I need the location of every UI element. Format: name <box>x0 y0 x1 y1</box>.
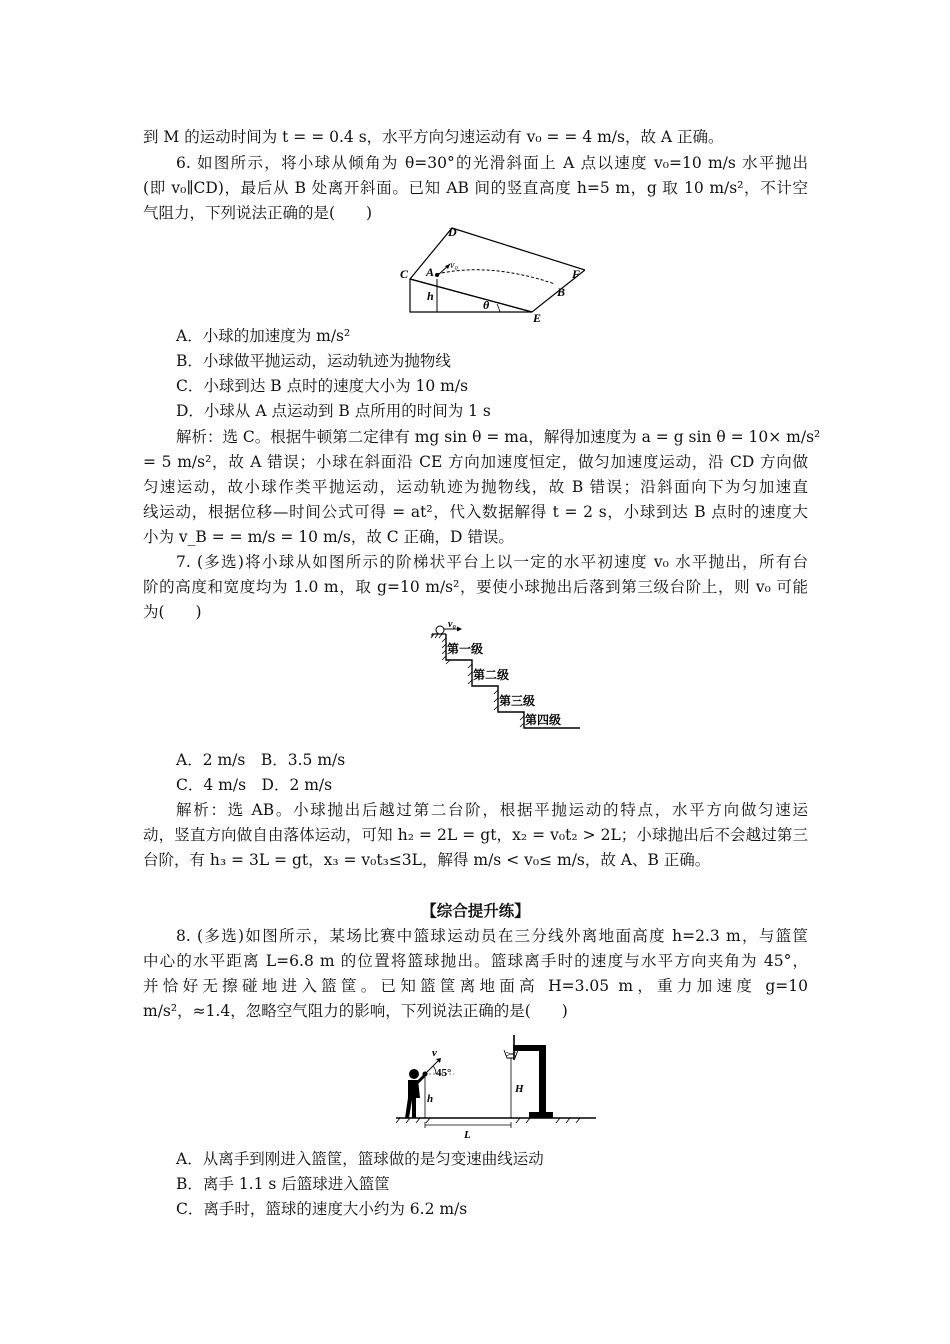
option-c: C．离手时，篮球的速度大小约为 6.2 m/s <box>176 1200 468 1218</box>
solution-line: 台阶，有 h₃ = 3L = gt，x₃ = v₀t₃≤3L，解得 m/s < v₀≤ m/s，故 A、B 正确。 <box>143 851 711 869</box>
text-line: 气阻力，下列说法正确的是( ) <box>143 204 373 222</box>
label-H: H <box>515 1083 524 1095</box>
option-ab: A．2 m/s B．3.5 m/s <box>176 751 346 769</box>
label-v0: v₀ <box>448 620 456 630</box>
label-F: F <box>572 267 581 281</box>
text-line: m/s²，≈1.4，忽略空气阻力的影响，下列说法正确的是( ) <box>143 1002 568 1020</box>
label-B: B <box>557 285 566 299</box>
label-L: L <box>464 1129 471 1141</box>
text-line: 阶的高度和宽度均为 1.0 m，取 g=10 m/s²，要使小球抛出后落到第三级台阶上，则 v₀ 可能 <box>143 578 808 596</box>
inclined-plane-figure <box>395 224 585 324</box>
option-b: B．离手 1.1 s 后篮球进入篮筐 <box>176 1175 390 1193</box>
label-E: E <box>533 311 542 324</box>
question-8-stem: 8. (多选)如图所示，某场比赛中篮球运动员在三分线外离地面高度 h=2.3 m，与篮筐 <box>176 927 808 945</box>
label-C: C <box>400 267 409 281</box>
section-heading: 【综合提升练】 <box>421 901 530 920</box>
label-45deg: 45° <box>436 1067 452 1079</box>
step-2-label: 第二级 <box>473 668 510 682</box>
option-b: B．小球做平抛运动，运动轨迹为抛物线 <box>176 352 451 370</box>
text-line: 为( ) <box>143 603 202 621</box>
label-h: h <box>427 289 434 303</box>
step-4-label: 第四级 <box>525 713 562 727</box>
option-cd: C．4 m/s D．2 m/s <box>176 776 333 794</box>
stairs-figure <box>430 620 580 730</box>
label-A: A <box>426 265 435 279</box>
label-D: D <box>448 225 457 239</box>
text-line: 到 M 的运动时间为 t = = 0.4 s，水平方向匀速运动有 v₀ = = 4 m/s，故 A 正确。 <box>143 128 724 146</box>
text-line: 中心的水平距离 L=6.8 m 的位置将篮球抛出。篮球离手时的速度与水平方向夹角为 45°， <box>143 952 808 970</box>
step-3-label: 第三级 <box>499 694 536 708</box>
solution-line: 解析：选 C。根据牛顿第二定律有 mg sin θ = ma，解得加速度为 a = g sin θ = 10× m/s² <box>176 428 821 446</box>
question-7-stem: 7. (多选)将小球从如图所示的阶梯状平台上以一定的水平初速度 v₀ 水平抛出，所有台 <box>176 553 808 571</box>
solution-line: 线运动，根据位移—时间公式可得 = at²，代入数据解得 t = 2 s，小球到达 B 点时的速度大 <box>143 503 808 521</box>
option-a: A．小球的加速度为 m/s² <box>176 327 351 345</box>
solution-line: = 5 m/s²，故 A 错误；小球在斜面沿 CE 方向加速度恒定，做匀加速度运动，沿 CD 方向做 <box>143 453 808 471</box>
text-line: (即 v₀∥CD)，最后从 B 处离开斜面。已知 AB 间的竖直高度 h=5 m，g 取 10 m/s²，不计空 <box>143 179 808 197</box>
text-line: 并恰好无擦碰地进入篮筐。已知篮筐离地面高 H=3.05 m，重力加速度 g=10 <box>143 977 808 995</box>
label-theta: θ <box>483 298 490 312</box>
solution-line: 匀速运动，故小球作类平抛运动，运动轨迹为抛物线，故 B 错误；沿斜面向下为匀加速直 <box>143 478 808 496</box>
step-1-label: 第一级 <box>447 642 484 656</box>
option-d: D．小球从 A 点运动到 B 点所用的时间为 1 s <box>176 402 491 420</box>
solution-line: 解析：选 AB。小球抛出后越过第二台阶，根据平抛运动的特点，水平方向做匀速运 <box>176 801 808 819</box>
option-a: A．从离手到刚进入篮筐，篮球做的是匀变速曲线运动 <box>176 1150 544 1168</box>
question-6-stem: 6. 如图所示，将小球从倾角为 θ=30°的光滑斜面上 A 点以速度 v₀=10 m/s 水平抛出 <box>176 154 808 172</box>
label-v: v <box>432 1047 437 1059</box>
option-c: C．小球到达 B 点时的速度大小为 10 m/s <box>176 377 469 395</box>
basketball-figure <box>396 1030 596 1142</box>
solution-line: 小为 v_B = = m/s = 10 m/s，故 C 正确，D 错误。 <box>143 528 514 546</box>
label-v0: v₀ <box>450 260 458 271</box>
solution-line: 动，竖直方向做自由落体运动，可知 h₂ = 2L = gt，x₂ = v₀t₂ > 2L；小球抛出后不会越过第三 <box>143 826 808 844</box>
label-h: h <box>427 1093 434 1105</box>
